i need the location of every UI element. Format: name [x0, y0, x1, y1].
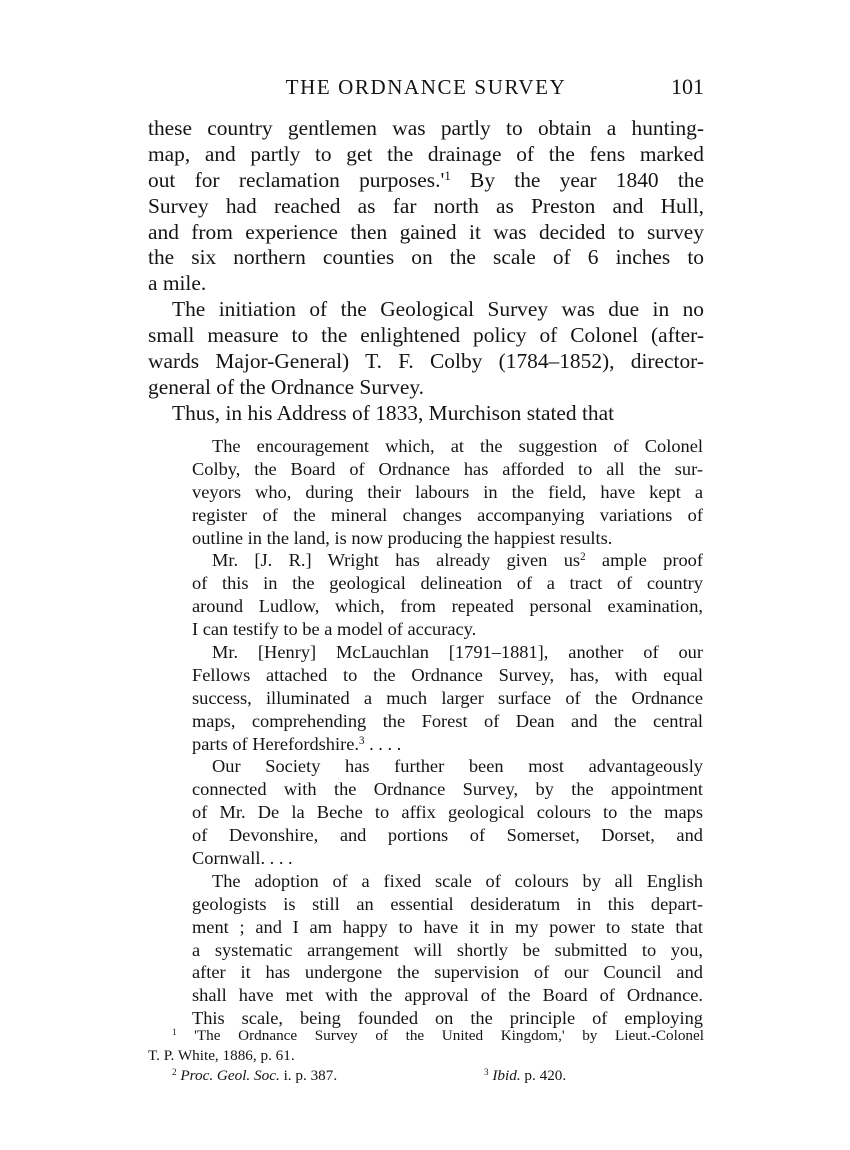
quote-line: Colby, the Board of Ordnance has afforded to all the sur- — [192, 458, 703, 479]
footnote-ref: 1 — [444, 168, 451, 183]
text-span: out for reclamation purposes.' — [148, 167, 445, 192]
footnote-2 — [172, 1066, 484, 1086]
footnote-1 — [148, 1026, 704, 1046]
text-span: parts of Herefordshire. — [192, 733, 359, 754]
footnote-mark: 2 — [172, 1066, 177, 1077]
text-line: the six northern counties on the scale of 6 inches to — [148, 245, 704, 270]
footnotes — [148, 1026, 704, 1086]
quote-line: register of the mineral changes accompanying variations of — [192, 504, 703, 525]
quote-line: after it has undergone the supervision of our Council and — [192, 962, 703, 983]
quote-line: success, illuminated a much larger surface of the Ordnance — [192, 687, 703, 708]
quote-line: veyors who, during their labours in the field, have kept a — [192, 481, 703, 502]
text-line — [148, 168, 704, 194]
text-line: wards Major-General) T. F. Colby (1784–1852), director- — [148, 348, 704, 373]
text-span: ample proof — [585, 550, 703, 571]
quote-line — [192, 733, 703, 756]
quote-line — [192, 549, 703, 572]
text-line: Survey had reached as far north as Preston and Hull, — [148, 193, 704, 218]
quote-line: I can testify to be a model of accuracy. — [192, 619, 477, 640]
quote-line: Our Society has further been most advantageously — [212, 756, 703, 777]
quote-line: of Mr. De la Beche to affix geological colours to the maps — [192, 802, 703, 823]
text-line: map, and partly to get the drainage of the fens marked — [148, 141, 704, 166]
text-span: By the year 1840 the — [450, 167, 704, 192]
quote-line: This scale, being founded on the principle of employing — [192, 1008, 703, 1029]
quote-line: of Devonshire, and portions of Somerset, Dorset, and — [192, 825, 703, 846]
quote-line: shall have met with the approval of the Board of Ordnance. — [192, 985, 703, 1006]
quote-line: Mr. [Henry] McLauchlan [1791–1881], another of our — [212, 642, 703, 663]
quote-line: ment ; and I am happy to have it in my power to state that — [192, 916, 703, 937]
paragraph-1 — [148, 116, 704, 297]
quote-line: The adoption of a fixed scale of colours by all English — [212, 870, 703, 891]
text-span: Mr. [J. R.] Wright has already given us — [212, 550, 581, 571]
block-quote — [192, 435, 703, 1030]
text-line: The initiation of the Geological Survey was due in no — [172, 297, 704, 321]
page-number: 101 — [671, 74, 704, 99]
text-span: 'The Ordnance Survey of the United Kingdom,' by Lieut.-Colonel — [176, 1027, 704, 1044]
footnote-3 — [484, 1066, 566, 1086]
footnote-1-cont: T. P. White, 1886, p. 61. — [148, 1047, 295, 1064]
quote-line: around Ludlow, which, from repeated personal examination, — [192, 596, 703, 617]
paragraph-3 — [148, 401, 704, 427]
quote-line: geologists is still an essential desideratum in this depart- — [192, 893, 703, 914]
paragraph-2 — [148, 297, 704, 401]
text-span: p. 420. — [520, 1067, 567, 1084]
text-span: Proc. Geol. Soc. — [180, 1067, 280, 1084]
footnote-ref: 2 — [580, 551, 586, 564]
text-span: . . . . — [364, 733, 402, 754]
quote-line: Fellows attached to the Ordnance Survey, has, with equal — [192, 664, 703, 685]
text-span: Ibid. — [492, 1067, 521, 1084]
quote-line: outline in the land, is now producing the happiest results. — [192, 527, 613, 548]
quote-line: of this in the geological delineation of a tract of country — [192, 573, 703, 594]
running-title: THE ORDNANCE SURVEY — [285, 75, 567, 99]
text-line: small measure to the enlightened policy of Colonel (after- — [148, 322, 704, 347]
text-line: general of the Ordnance Survey. — [148, 374, 424, 399]
quote-line: Cornwall. . . . — [192, 848, 293, 869]
quote-line: maps, comprehending the Forest of Dean and the central — [192, 710, 703, 731]
footnote-ref: 3 — [358, 734, 365, 747]
text-line: and from experience then gained it was decided to survey — [148, 219, 704, 244]
quote-line: The encouragement which, at the suggestion of Colonel — [212, 436, 703, 456]
footnote-mark: 1 — [172, 1026, 177, 1037]
footnote-mark: 3 — [484, 1066, 489, 1077]
footnote-row — [148, 1066, 704, 1086]
quote-line: connected with the Ordnance Survey, by the appointment — [192, 779, 703, 800]
text-line: these country gentlemen was partly to obtain a hunting- — [148, 116, 704, 140]
text-line: Thus, in his Address of 1833, Murchison stated that — [172, 401, 615, 425]
text-span: i. p. 387. — [279, 1067, 338, 1084]
text-line: a mile. — [148, 271, 207, 296]
quote-line: a systematic arrangement will shortly be submitted to you, — [192, 939, 703, 960]
running-head — [148, 72, 704, 102]
